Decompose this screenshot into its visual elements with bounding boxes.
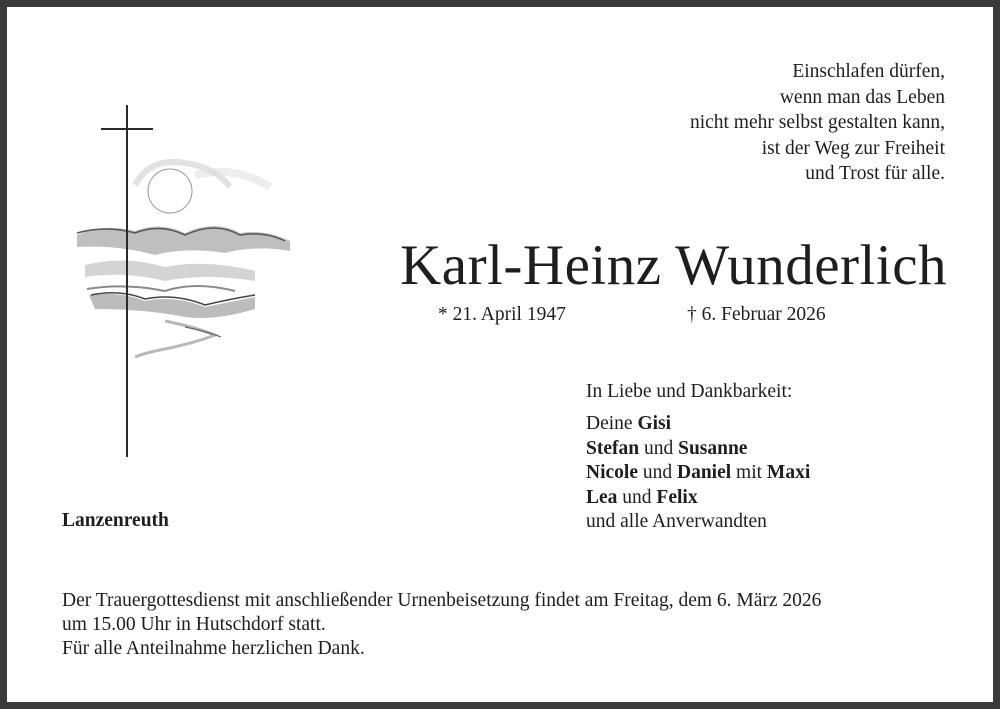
poem-line: nicht mehr selbst gestalten kann, <box>689 112 945 133</box>
birth-date: * 21. April 1947 <box>438 304 566 325</box>
poem-line: Einschlafen dürfen, <box>792 61 945 82</box>
mourner-name: Gisi <box>637 413 672 434</box>
mourner-name: Stefan <box>586 437 640 459</box>
mourner-name: Felix <box>656 486 698 508</box>
mourner-name: Maxi <box>766 462 811 483</box>
poem-line: ist der Weg zur Freiheit <box>761 137 945 159</box>
death-date: † 6. Februar 2026 <box>687 304 826 325</box>
mourner-line: und alle Anverwandten <box>586 511 767 532</box>
mourner-name: Daniel <box>676 462 732 483</box>
poem-line: wenn man das Leben <box>779 86 945 108</box>
mourner-name: Nicole <box>586 462 638 483</box>
obituary-card <box>7 7 993 702</box>
mourner-line <box>586 437 810 462</box>
mourner-line <box>586 461 810 486</box>
mourner-name: Lea <box>586 486 618 508</box>
service-info <box>62 589 821 661</box>
poem <box>690 59 945 187</box>
mourner-text: und <box>642 462 673 483</box>
family-intro: In Liebe und Dankbarkeit: <box>586 381 793 402</box>
service-line: Der Trauergottesdienst mit anschließender Urnenbeisetzung findet am Freitag, dem 6. März 2026 <box>62 590 822 611</box>
cross-and-moon-landscape-icon <box>65 95 305 465</box>
mourner-line <box>586 486 810 511</box>
mourner-text: und <box>643 437 674 459</box>
mourner-name: Susanne <box>678 437 748 459</box>
mourner-line <box>586 412 810 437</box>
poem-line: und Trost für alle. <box>805 163 945 184</box>
mourner-text: mit <box>736 462 763 483</box>
service-line: Für alle Anteilnahme herzlichen Dank. <box>62 638 365 659</box>
deceased-name: Karl-Heinz Wunderlich <box>400 234 947 297</box>
mourners-list <box>586 412 810 535</box>
mourner-text: und <box>622 486 652 508</box>
mourner-text: Deine <box>586 413 633 434</box>
service-line: um 15.00 Uhr in Hutschdorf statt. <box>62 614 326 635</box>
place-name: Lanzenreuth <box>62 510 169 531</box>
